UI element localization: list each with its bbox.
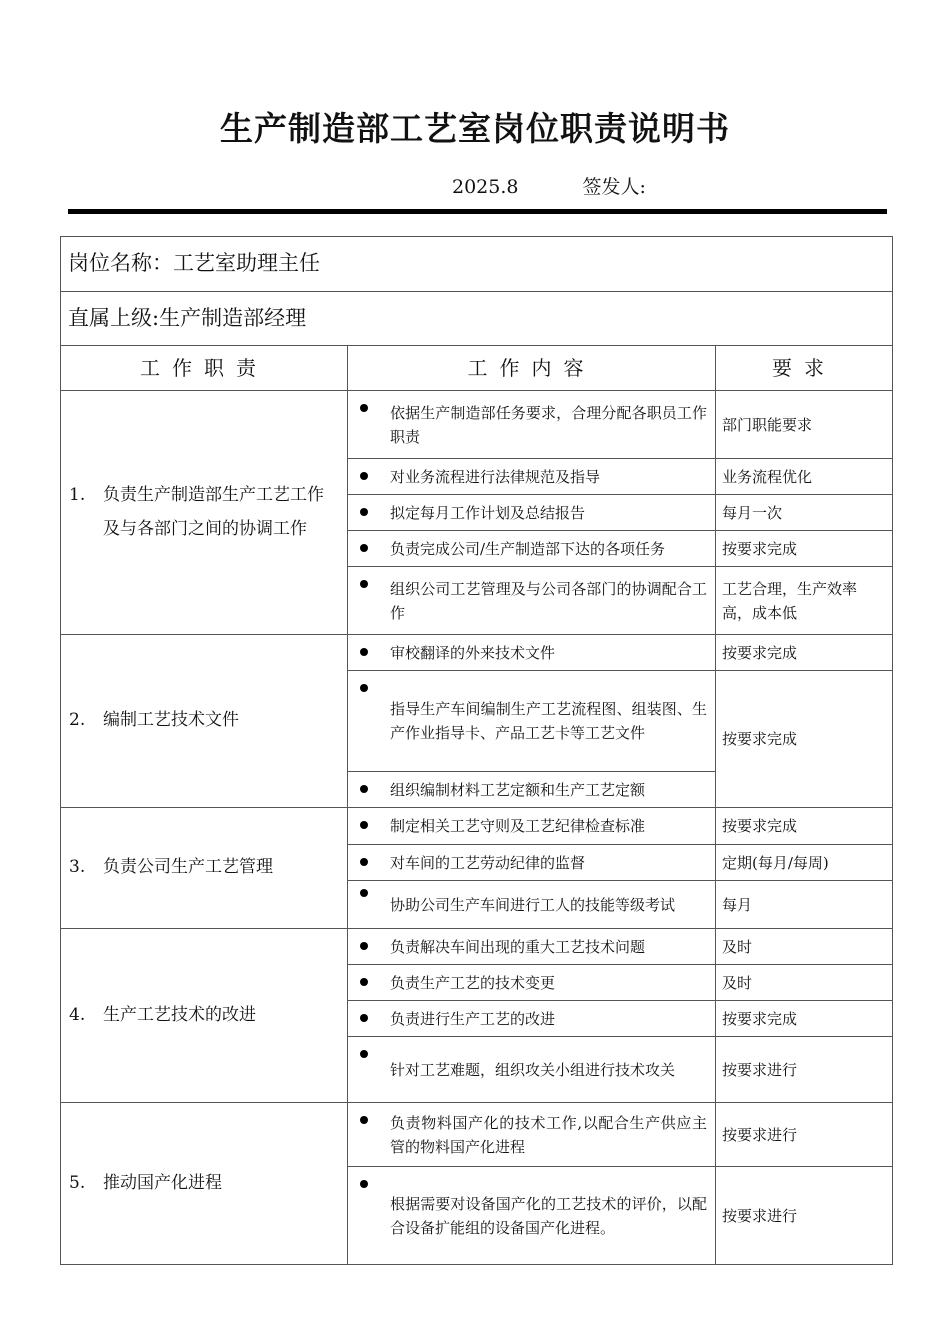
header-duty: 工作职责 [61, 346, 348, 391]
bullet-icon [360, 821, 368, 829]
bullet-icon [360, 978, 368, 986]
bullet-icon [360, 785, 368, 793]
content-item: 负责生产工艺的技术变更 [348, 965, 716, 1001]
content-item: 组织编制材料工艺定额和生产工艺定额 [348, 772, 716, 808]
content-item: 对业务流程进行法律规范及指导 [348, 459, 716, 495]
content-item: 拟定每月工作计划及总结报告 [348, 495, 716, 531]
requirement-cell: 每月一次 [716, 495, 893, 531]
requirement-cell: 按要求完成 [716, 635, 893, 671]
bullet-icon [360, 648, 368, 656]
requirement-cell: 及时 [716, 929, 893, 965]
duty-text: 负责公司生产工艺管理 [103, 857, 273, 878]
duty-number: 3. [69, 857, 86, 878]
duty-text: 生产工艺技术的改进 [103, 1004, 256, 1025]
content-item: 协助公司生产车间进行工人的技能等级考试 [348, 881, 716, 929]
bullet-icon [360, 1116, 368, 1124]
requirement-cell: 按要求完成 [716, 1001, 893, 1037]
bullet-icon [360, 942, 368, 950]
direct-superior: 直属上级:生产制造部经理 [61, 292, 893, 346]
requirement-cell: 按要求完成 [716, 671, 893, 808]
requirement-cell: 按要求进行 [716, 1167, 893, 1265]
bullet-icon [360, 580, 368, 588]
bullet-icon [360, 544, 368, 552]
duty-text: 负责生产制造部生产工艺工作及与各部门之间的协调工作 [103, 485, 324, 539]
content-item: 负责物料国产化的技术工作,以配合生产供应主管的物料国产化进程 [348, 1103, 716, 1167]
duty-cell [61, 808, 348, 929]
bullet-icon [360, 472, 368, 480]
requirement-cell: 业务流程优化 [716, 459, 893, 495]
bullet-icon [360, 1050, 368, 1058]
requirement-cell: 按要求完成 [716, 808, 893, 845]
header-rule [68, 209, 887, 214]
duty-cell [61, 929, 348, 1103]
issue-date: 2025.8 [452, 176, 519, 198]
duty-number: 5. [69, 1172, 86, 1193]
duty-cell [61, 1103, 348, 1265]
bullet-icon [360, 1180, 368, 1188]
content-item: 针对工艺难题，组织攻关小组进行技术攻关 [348, 1037, 716, 1103]
signer-label: 签发人: [582, 176, 646, 198]
duty-number: 4. [69, 1004, 86, 1025]
duty-cell [61, 635, 348, 808]
content-item: 依据生产制造部任务要求，合理分配各职员工作职责 [348, 391, 716, 459]
position-name: 岗位名称：工艺室助理主任 [61, 237, 893, 292]
header-requirement: 要求 [716, 346, 893, 391]
content-item: 负责完成公司/生产制造部下达的各项任务 [348, 531, 716, 567]
content-item: 负责解决车间出现的重大工艺技术问题 [348, 929, 716, 965]
content-item: 审校翻译的外来技术文件 [348, 635, 716, 671]
requirement-cell: 部门职能要求 [716, 391, 893, 459]
content-item: 负责进行生产工艺的改进 [348, 1001, 716, 1037]
date-line [452, 172, 646, 199]
requirement-cell: 及时 [716, 965, 893, 1001]
requirement-cell: 按要求完成 [716, 531, 893, 567]
requirement-cell: 工艺合理，生产效率高，成本低 [716, 567, 893, 635]
content-item: 指导生产车间编制生产工艺流程图、组装图、生产作业指导卡、产品工艺卡等工艺文件 [348, 671, 716, 772]
duty-number: 1. [69, 485, 86, 506]
bullet-icon [360, 684, 368, 692]
duty-number: 2. [69, 710, 86, 731]
bullet-icon [360, 889, 368, 897]
duty-cell [61, 391, 348, 635]
requirement-cell: 定期(每月/每周) [716, 845, 893, 881]
content-item: 对车间的工艺劳动纪律的监督 [348, 845, 716, 881]
requirement-cell: 按要求进行 [716, 1103, 893, 1167]
header-content: 工作内容 [348, 346, 716, 391]
requirement-cell: 按要求进行 [716, 1037, 893, 1103]
bullet-icon [360, 508, 368, 516]
content-item: 制定相关工艺守则及工艺纪律检查标准 [348, 808, 716, 845]
bullet-icon [360, 858, 368, 866]
requirement-cell: 每月 [716, 881, 893, 929]
duty-text: 编制工艺技术文件 [103, 710, 239, 731]
document-title: 生产制造部工艺室岗位职责说明书 [220, 109, 730, 148]
duty-text: 推动国产化进程 [103, 1172, 222, 1193]
duty-table [60, 236, 893, 1265]
bullet-icon [360, 1014, 368, 1022]
content-item: 组织公司工艺管理及与公司各部门的协调配合工作 [348, 567, 716, 635]
bullet-icon [360, 404, 368, 412]
content-item: 根据需要对设备国产化的工艺技术的评价，以配合设备扩能组的设备国产化进程。 [348, 1167, 716, 1265]
